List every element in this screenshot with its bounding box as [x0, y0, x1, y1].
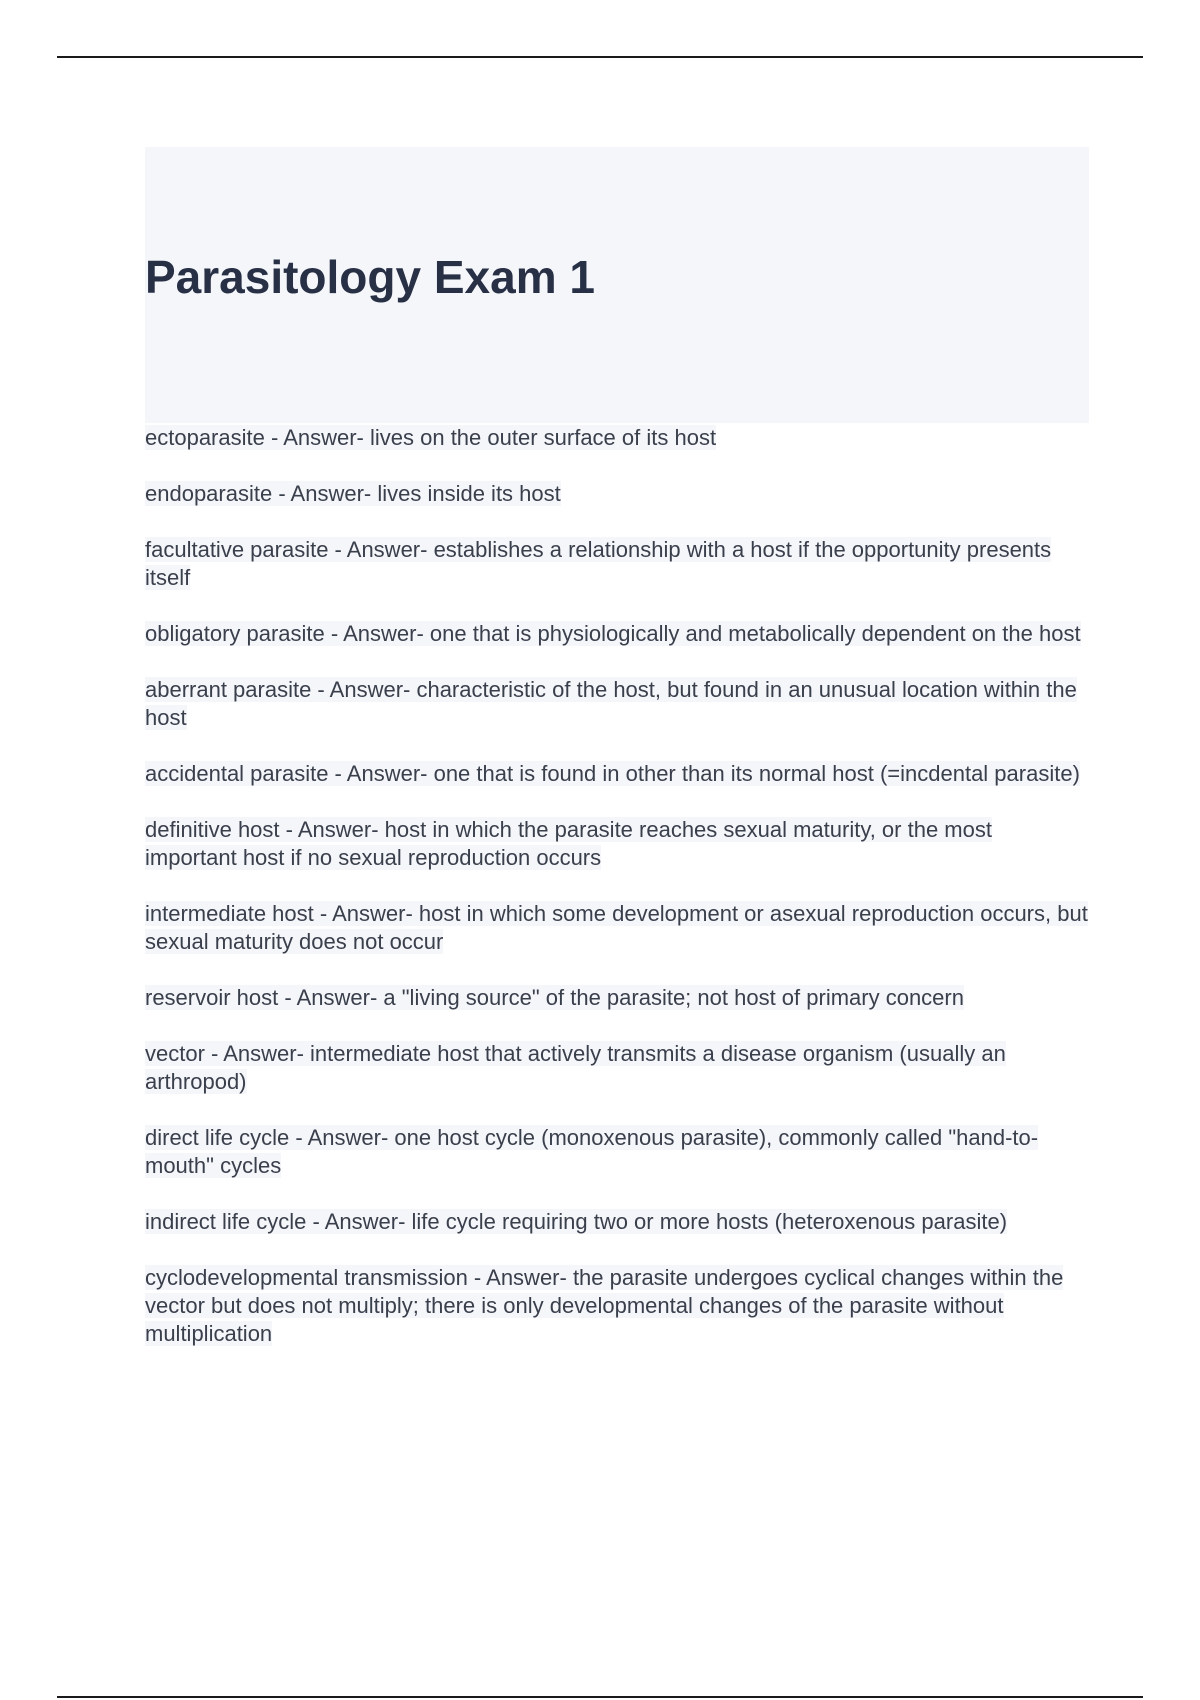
flashcard-entry [145, 1040, 1089, 1096]
entry-text: definitive host - Answer- host in which the parasite reaches sexual maturity, or the most important host if no sexual reproduction occurs [145, 817, 992, 870]
flashcard-list [145, 424, 1089, 1376]
entry-text: obligatory parasite - Answer- one that is physiologically and metabolically dependent on the host [145, 621, 1081, 646]
flashcard-entry [145, 1124, 1089, 1180]
entry-text: vector - Answer- intermediate host that actively transmits a disease organism (usually an arthropod) [145, 1041, 1006, 1094]
top-rule [57, 56, 1143, 58]
entry-text: facultative parasite - Answer- establishes a relationship with a host if the opportunity presents itself [145, 537, 1052, 590]
document-title: Parasitology Exam 1 [145, 251, 595, 303]
flashcard-entry [145, 816, 1089, 872]
flashcard-entry [145, 536, 1089, 592]
flashcard-entry [145, 676, 1089, 732]
flashcard-entry [145, 760, 1089, 788]
entry-text: reservoir host - Answer- a "living source" of the parasite; not host of primary concern [145, 985, 964, 1010]
entry-text: cyclodevelopmental transmission - Answer- the parasite undergoes cyclical changes within the vector but does not multiply; there is only developmental changes of the parasite without multiplication [145, 1265, 1064, 1346]
entry-text: endoparasite - Answer- lives inside its host [145, 481, 561, 506]
entry-text: aberrant parasite - Answer- characteristic of the host, but found in an unusual location within the host [145, 677, 1077, 730]
bottom-rule [57, 1696, 1143, 1698]
entry-text: ectoparasite - Answer- lives on the outer surface of its host [145, 425, 717, 450]
entry-text: intermediate host - Answer- host in which some development or asexual reproduction occurs, but sexual maturity does not occur [145, 901, 1088, 954]
flashcard-entry [145, 900, 1089, 956]
flashcard-entry [145, 620, 1089, 648]
flashcard-entry [145, 984, 1089, 1012]
entry-text: indirect life cycle - Answer- life cycle requiring two or more hosts (heteroxenous parasite) [145, 1209, 1008, 1234]
entry-text: direct life cycle - Answer- one host cycle (monoxenous parasite), commonly called "hand-to-mouth" cycles [145, 1125, 1039, 1178]
flashcard-entry [145, 1208, 1089, 1236]
flashcard-entry [145, 424, 1089, 452]
flashcard-entry [145, 480, 1089, 508]
flashcard-entry [145, 1264, 1089, 1348]
entry-text: accidental parasite - Answer- one that is found in other than its normal host (=incdental parasite) [145, 761, 1080, 786]
